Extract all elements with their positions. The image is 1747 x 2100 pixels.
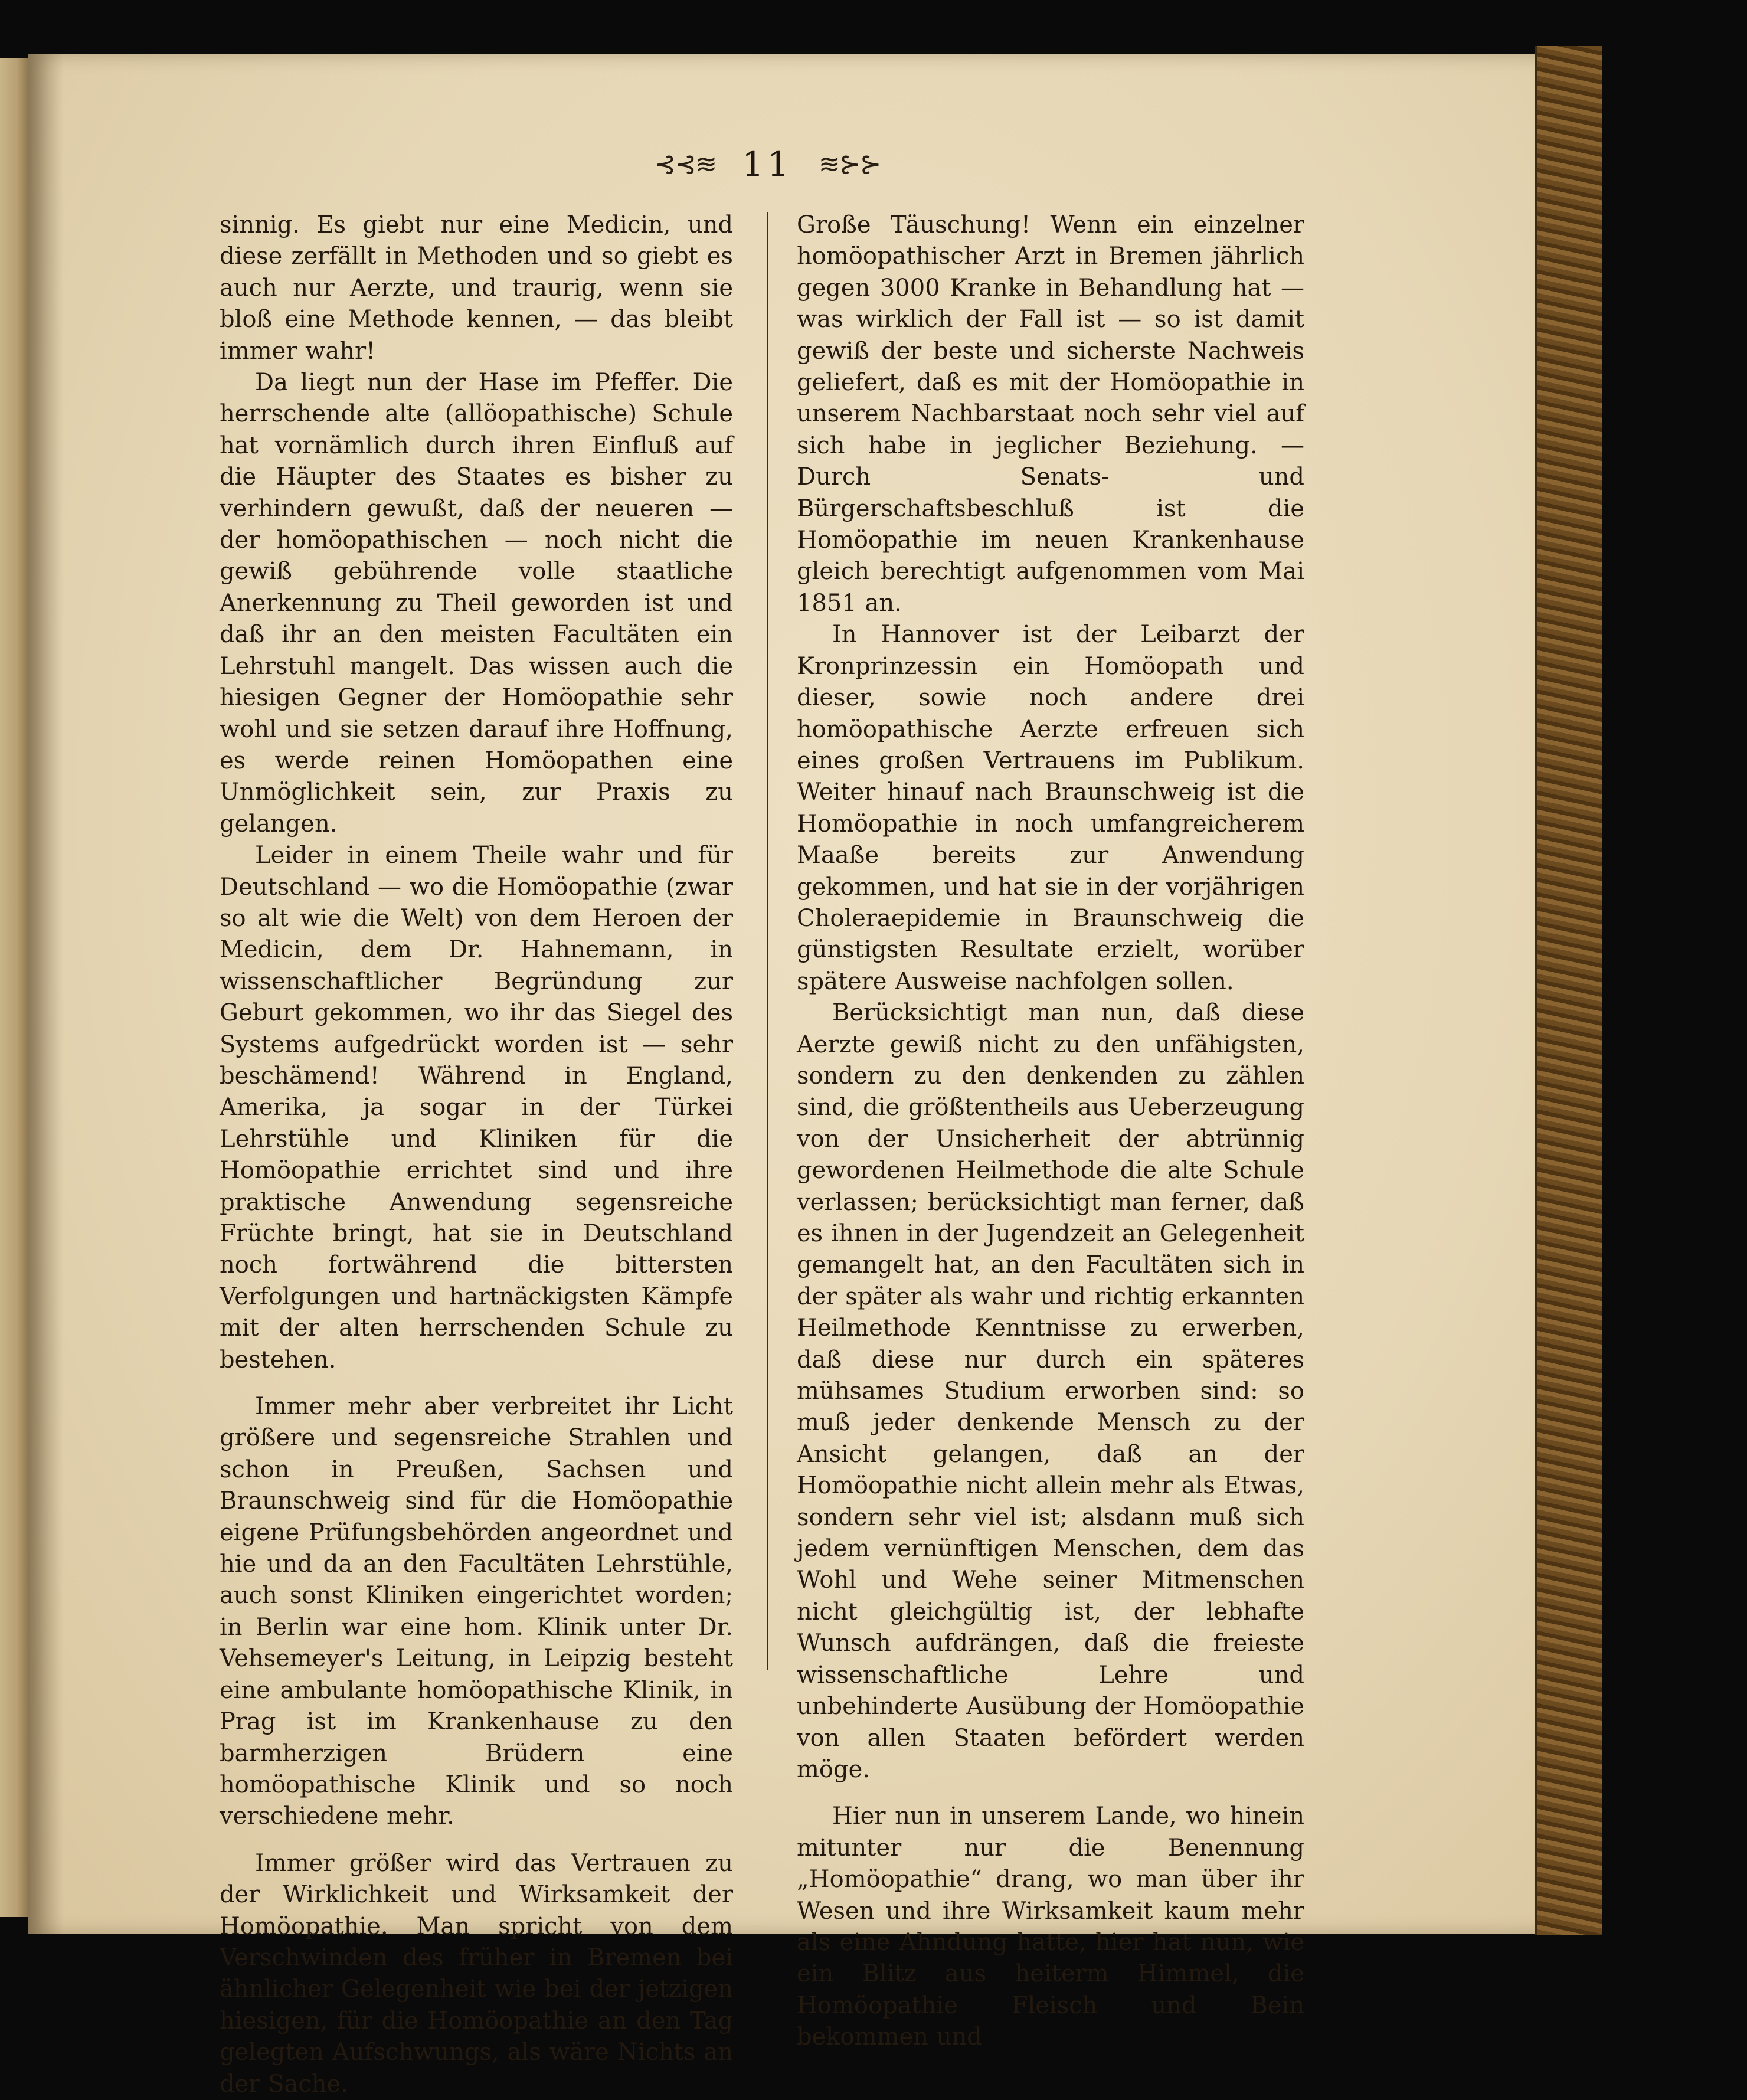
- paragraph: Leider in einem Theile wahr und für Deutschland — wo die Homöopathie (zwar so alt wie die Welt) von dem Heroen der Medicin, dem Dr. Hahnemann, in wissenschaftlicher Begründung zur Geburt gekommen, wo ihr das Siegel des Systems aufgedrückt worden ist — sehr beschämend! Während in England, Amerika, ja sogar in der Türkei Lehrstühle und Kliniken für die Homöopathie errichtet sind und ihre praktische Anwendung segensreiche Früchte bringt, hat sie in Deutschland noch fortwährend die bittersten Verfolgungen und hartnäckigsten Kämpfe mit der alten herrschenden Schule zu bestehen.: [220, 842, 733, 1373]
- paragraph: Berücksichtigt man nun, daß diese Aerzte gewiß nicht zu den unfähigsten, sondern zu den denkenden zu zählen sind, die größtentheils aus Ueberzeugung von der Unsicherheit der abtrünnig gewordenen Heilmethode die alte Schule verlassen; berücksichtigt man ferner, daß es ihnen in der Jugendzeit an Gelegenheit gemangelt hat, an den Facultäten sich in der später als wahr und richtig erkannten Heilmethode Kenntnisse zu erwerben, daß diese nur durch ein späteres mühsames Studium erworben sind: so muß jeder denkende Mensch zu der Ansicht gelangen, daß an der Homöopathie nicht allein mehr als Etwas, sondern sehr viel ist; alsdann muß sich jedem vernünftigen Menschen, dem das Wohl und Wehe seiner Mitmenschen nicht gleichgültig ist, der lebhafte Wunsch aufdrängen, daß die freieste wissenschaftliche Lehre und unbehinderte Ausübung der Homöopathie von allen Staaten befördert werden möge.: [797, 999, 1304, 1783]
- paragraph: Immer größer wird das Vertrauen zu der Wirklichkeit und Wirksamkeit der Homöopathie. Man spricht von dem Verschwinden des früher in Bremen bei ähnlicher Gelegenheit wie bei der jetzigen hiesigen, für die Homöopathie an den Tag gelegten Aufschwungs, als wäre Nichts an der Sache.: [220, 1849, 733, 2098]
- paragraph: sinnig. Es giebt nur eine Medicin, und diese zerfällt in Methoden und so giebt es auch nur Aerzte, und traurig, wenn sie bloß eine Methode kennen, — das bleibt immer wahr!: [220, 211, 733, 365]
- book-cover-board: [1535, 46, 1602, 1935]
- left-column: [220, 210, 733, 2100]
- page-header: [654, 144, 881, 184]
- paragraph: Hier nun in unserem Lande, wo hinein mitunter nur die Benennung „Homöopathie“ drang, wo man über ihr Wesen und ihre Wirksamkeit kaum mehr als eine Ahndung hatte, hier hat nun, wie ein Blitz aus heiterm Himmel, die Homöopathie Fleisch und Bein bekommen und: [797, 1803, 1304, 2051]
- page-number: 11: [742, 144, 793, 184]
- paragraph: Immer mehr aber verbreitet ihr Licht größere und segensreiche Strahlen und schon in Preußen, Sachsen und Braunschweig sind für die Homöopathie eigene Prüfungsbehörden angeordnet und hie und da an den Facultäten Lehrstühle, auch sonst Kliniken eingerichtet worden; in Berlin war eine hom. Klinik unter Dr. Vehsemeyer's Leitung, in Leipzig besteht eine ambulante homöopathische Klinik, in Prag ist im Krankenhause zu den barmherzigen Brüdern eine homöopathische Klinik und so noch verschiedene mehr.: [220, 1393, 733, 1830]
- paragraph: Da liegt nun der Hase im Pfeffer. Die herrschende alte (allöopathische) Schule hat vornämlich durch ihren Einfluß auf die Häupter des Staates es bisher zu verhindern gewußt, daß der neueren — der homöopathischen — noch nicht die gewiß gebührende volle staatliche Anerkennung zu Theil geworden ist und daß ihr an den meisten Facultäten ein Lehrstuhl mangelt. Das wissen auch die hiesigen Gegner der Homöopathie sehr wohl und sie setzen darauf ihre Hoffnung, es werde reinen Homöopathen eine Unmöglichkeit sein, zur Praxis zu gelangen.: [220, 369, 733, 838]
- column-divider: [767, 212, 768, 1670]
- paragraph: Große Täuschung! Wenn ein einzelner homöopathischer Arzt in Bremen jährlich gegen 3000 Kranke in Behandlung hat — was wirklich der Fall ist — so ist damit gewiß der beste und sicherste Nachweis geliefert, daß es mit der Homöopathie in unserem Nachbarstaat noch sehr viel auf sich habe in jeglicher Beziehung. — Durch Senats- und Bürgerschaftsbeschluß ist die Homöopathie im neuen Krankenhause gleich berechtigt aufgenommen vom Mai 1851 an.: [797, 211, 1304, 617]
- paragraph: In Hannover ist der Leibarzt der Kronprinzessin ein Homöopath und dieser, sowie noch andere drei homöopathische Aerzte erfreuen sich eines großen Vertrauens im Publikum. Weiter hinauf nach Braunschweig ist die Homöopathie in noch umfangreicherem Maaße bereits zur Anwendung gekommen, und hat sie in der vorjährigen Choleraepidemie in Braunschweig die günstigsten Resultate erzielt, worüber spätere Ausweise nachfolgen sollen.: [797, 621, 1304, 995]
- right-ornament-icon: ≋⊱⊱: [818, 149, 881, 179]
- right-column: [797, 210, 1304, 2053]
- left-ornament-icon: ⊰⊰≋: [654, 149, 717, 179]
- previous-page-edge: [0, 58, 30, 1917]
- gutter-shadow: [28, 54, 64, 1934]
